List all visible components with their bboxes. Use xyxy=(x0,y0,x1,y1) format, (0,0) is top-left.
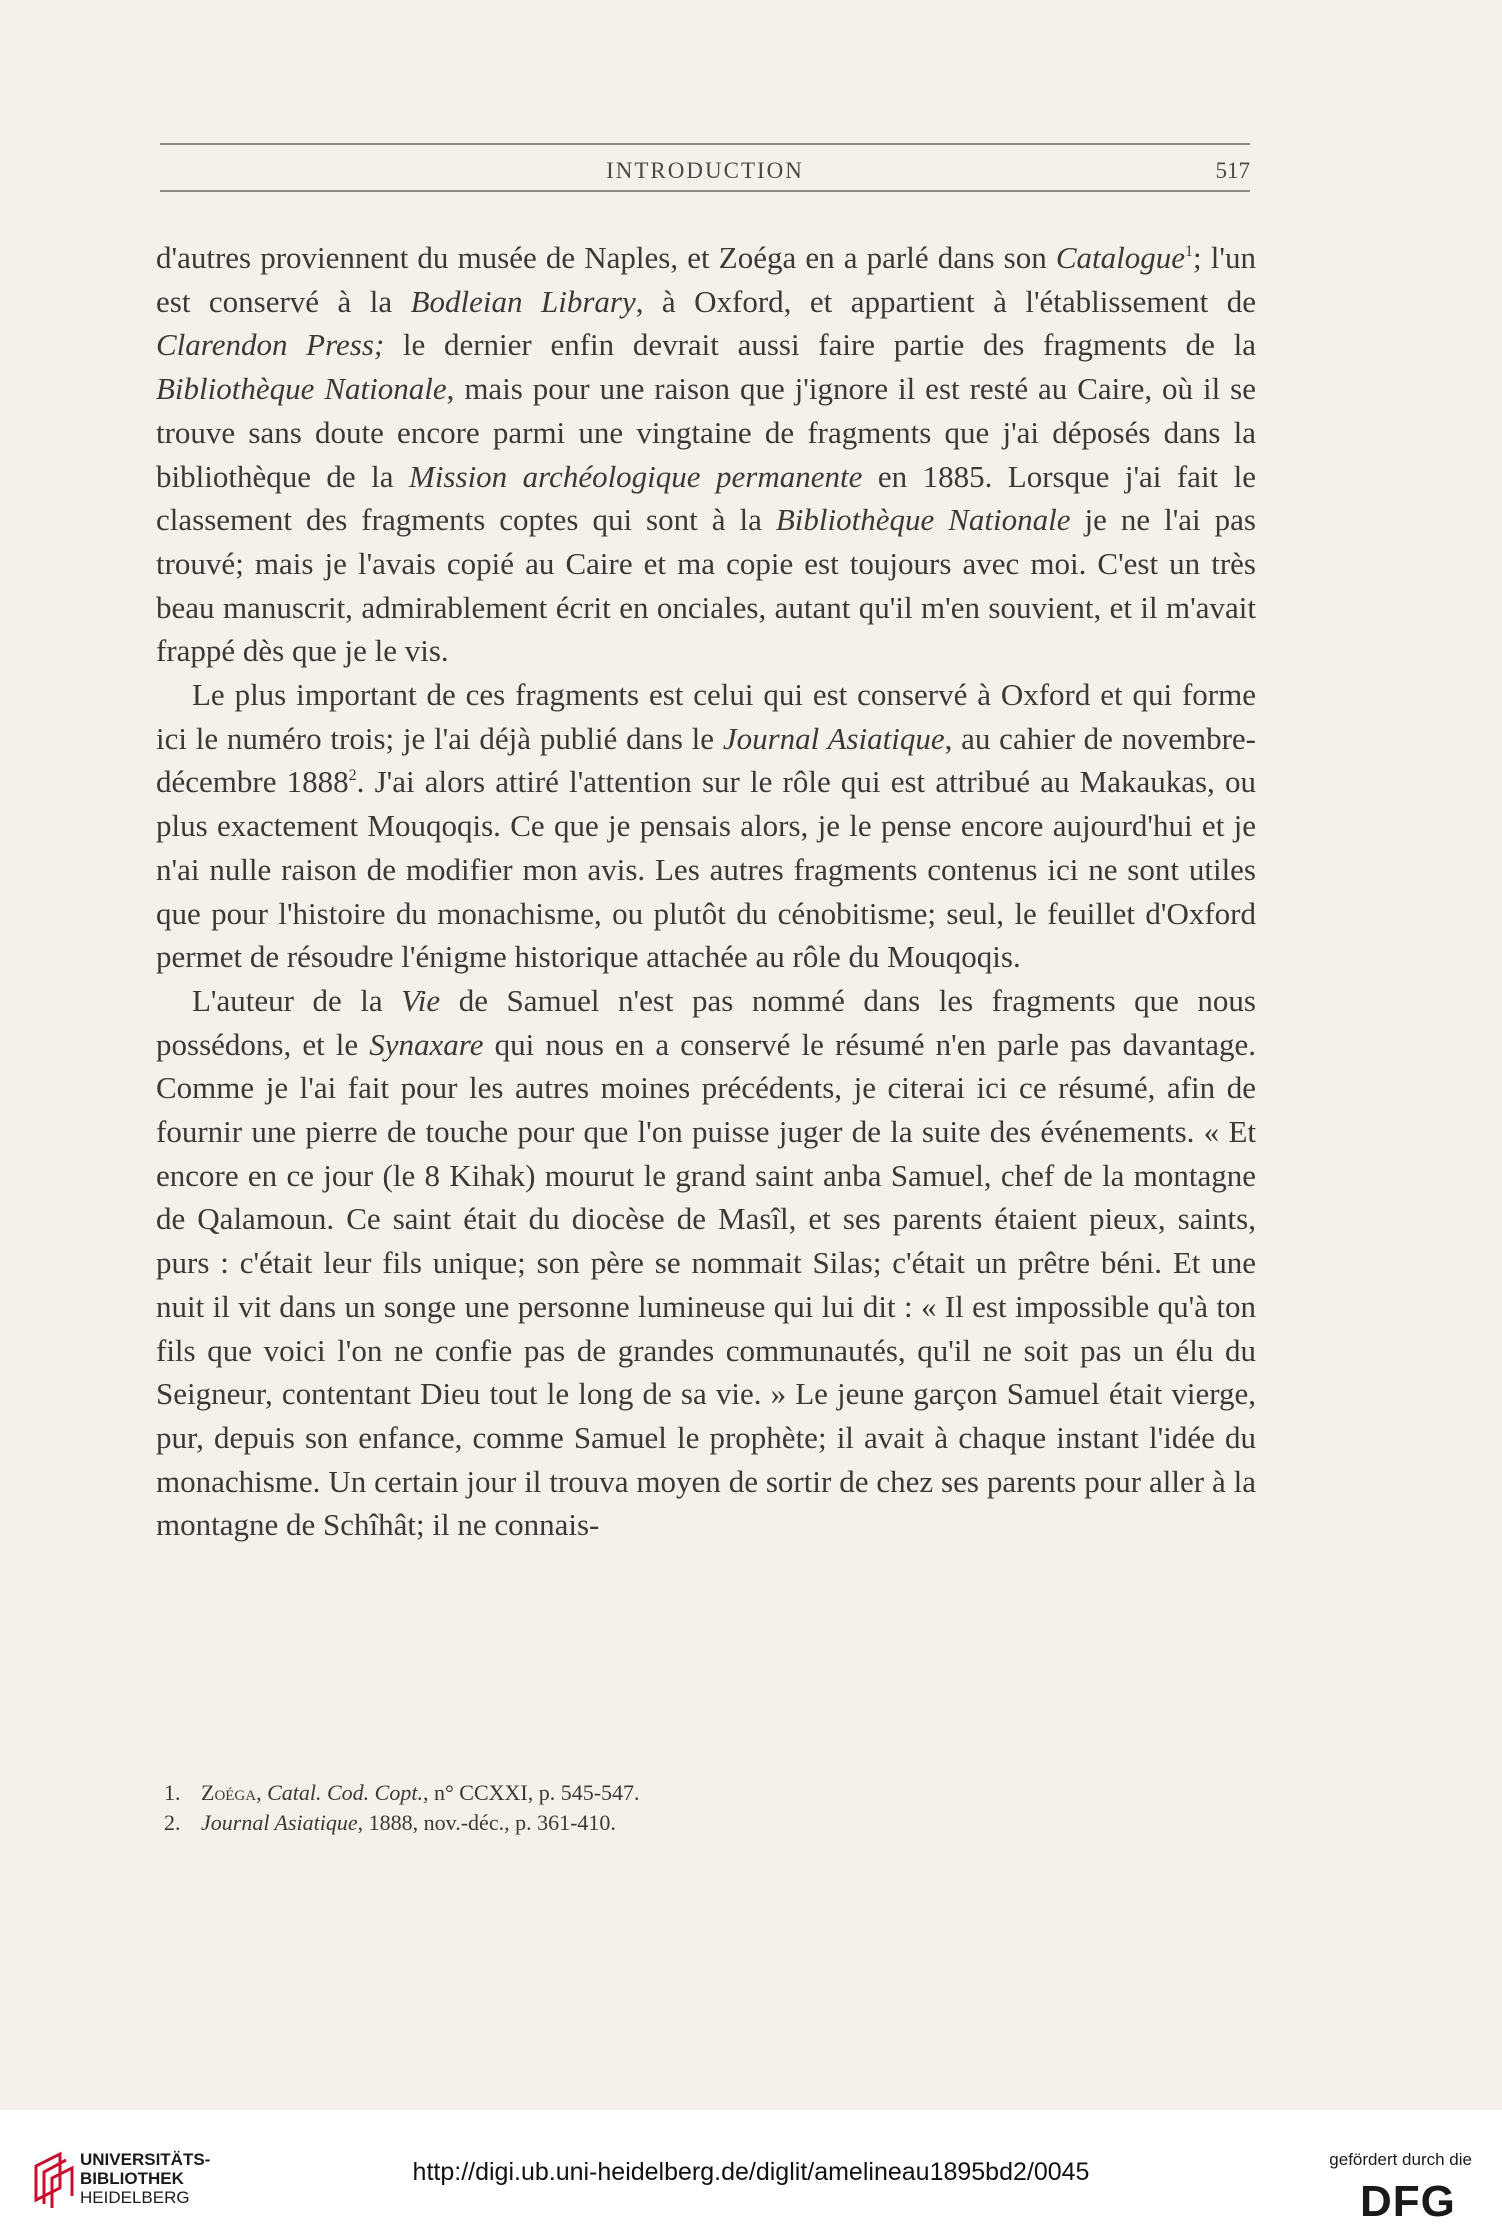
footnote xyxy=(156,1778,1256,1808)
header-rule-top xyxy=(160,143,1250,145)
footnotes xyxy=(156,1778,1256,1838)
library-name-line-3: HEIDELBERG xyxy=(80,2188,190,2207)
body-text xyxy=(156,236,1256,1547)
text-run: , mais pour une raison que j'ignore il est resté au Caire, où il se trouve sans doute encore parmi une vingtaine de fragments que j'ai déposés dans la bibliothèque de la xyxy=(156,371,1256,494)
text-run: . J'ai alors attiré l'attention sur le rôle qui est attribué au Makaukas, ou plus exactement Mouqoqis. Ce que je pensais alors, je le pense encore aujourd'hui et je n'ai nulle raison de modifier mon avis. Les autres fragments contenus ici ne sont utiles que pour l'histoire du monachisme, ou plutôt du cénobitisme; seul, le feuillet d'Oxford permet de résoudre l'énigme historique attachée au rôle du Mouqoqis. xyxy=(156,764,1256,975)
text-run: qui nous en a conservé le résumé n'en parle pas davantage. Comme je l'ai fait pour les autres moines précédents, je citerai ici ce résumé, afin de fournir une pierre de touche pour que l'on puisse juger de la suite des événements. « Et encore en ce jour (le 8 Kihak) mourut le grand saint anba Samuel, chef de la montagne de Qalamoun. Ce saint était du diocèse de Masîl, et ses parents étaient pieux, saints, purs : c'était leur fils unique; son père se nommait Silas; c'était un prêtre béni. Et une nuit il vit dans un songe une personne lumineuse qui lui dit : « Il est impossible qu'à ton fils que voici l'on ne confie pas de grandes communautés, qu'il ne soit pas un élu du Seigneur, contentant Dieu tout le long de sa vie. » Le jeune garçon Samuel était vierge, pur, depuis son enfance, comme Samuel le prophète; il avait à chaque instant l'idée du monachisme. Un certain jour il trouva moyen de sortir de chez ses parents pour aller à la montagne de Schîhât; il ne connais- xyxy=(156,1026,1256,1543)
footnote-number: 1. xyxy=(164,1780,181,1805)
text-run: en 1885. Lorsque j'ai fait le classement des fragments coptes qui sont à la xyxy=(156,458,1257,538)
italic-text: Bodleian Library xyxy=(410,283,636,319)
paragraph xyxy=(156,673,1256,979)
text-run: , xyxy=(256,1780,268,1805)
text-run: Le plus important de ces fragments est celui qui est conservé à Oxford et qui forme ici le numéro trois; je l'ai déjà publié dans le xyxy=(156,677,1256,756)
italic-text: Catal. Cod. Copt. xyxy=(267,1780,423,1805)
paragraph xyxy=(156,236,1256,673)
funder-label: gefördert durch die xyxy=(1329,2150,1472,2169)
running-title: INTRODUCTION xyxy=(606,158,804,183)
italic-text: Bibliothèque Nationale xyxy=(775,502,1071,538)
text-run: L'auteur de la xyxy=(192,982,402,1018)
dfg-logo xyxy=(1360,2178,1472,2222)
text-run: de Samuel n'est pas nommé dans les fragments que nous possédons, et le xyxy=(156,982,1256,1062)
text-run: , à Oxford, et appartient à l'établissement de xyxy=(635,283,1256,319)
small-caps-text: Zoéga xyxy=(201,1780,257,1805)
footnote xyxy=(156,1808,1256,1838)
text-run: , au cahier de novembre-décembre 1888 xyxy=(156,720,1256,800)
running-head xyxy=(160,156,1250,186)
italic-text: Vie xyxy=(401,982,441,1018)
italic-text: Catalogue xyxy=(1055,240,1186,275)
dfg-logo-text: DFG xyxy=(1360,2178,1456,2222)
text-run: , 1888, nov.-déc., p. 361-410. xyxy=(357,1810,616,1835)
text-run: , n° CCXXI, p. 545-547. xyxy=(422,1780,640,1805)
footnote-number: 2. xyxy=(164,1810,181,1835)
italic-text: Synaxare xyxy=(369,1026,484,1062)
italic-text: Mission archéologique permanente xyxy=(409,458,863,494)
header-rule-bottom xyxy=(160,190,1250,192)
text-run: le dernier enfin devrait aussi faire partie des fragments de la xyxy=(384,327,1256,363)
permalink-url[interactable]: http://digi.ub.uni-heidelberg.de/diglit/amelineau1895bd2/0045 xyxy=(412,2158,1090,2186)
italic-text: Clarendon Press; xyxy=(156,327,385,363)
italic-text: Journal Asiatique xyxy=(201,1810,358,1835)
text-run: je ne l'ai pas trouvé; mais je l'avais copié au Caire et ma copie est toujours avec moi. C'est un très beau manuscrit, admirablement écrit en onciales, autant qu'il m'en souvient, et il m'avait frappé dès que je le vis. xyxy=(156,502,1256,669)
funder-block[interactable] xyxy=(1312,2150,1472,2222)
viewer-footer xyxy=(0,2110,1502,2239)
page-number: 517 xyxy=(1215,158,1250,183)
text-run: d'autres proviennent du musée de Naples, et Zoéga en a parlé dans son xyxy=(156,240,1056,275)
library-name-line-1: UNIVERSITÄTS- xyxy=(80,2150,211,2169)
italic-text: Journal Asiatique xyxy=(722,720,945,756)
footnote-ref[interactable]: 1 xyxy=(1185,243,1194,260)
italic-text: Bibliothèque Nationale xyxy=(156,371,447,407)
paragraph xyxy=(156,979,1256,1547)
library-name-line-2: BIBLIOTHEK xyxy=(80,2169,184,2188)
text-run: ; l'un est conservé à la xyxy=(156,240,1256,319)
footnote-ref[interactable]: 2 xyxy=(348,767,357,785)
